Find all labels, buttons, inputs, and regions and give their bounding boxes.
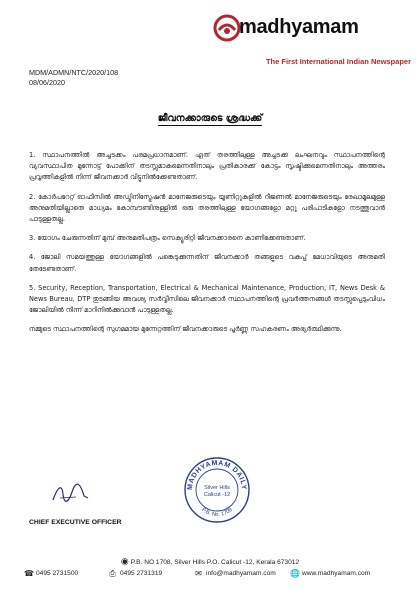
svg-text:P.B. No. 1708 <box>200 507 233 518</box>
email-address[interactable]: info@madhyamam.com <box>206 570 276 577</box>
subject-heading <box>0 113 420 124</box>
reference-date: 08/06/2020 <box>29 78 65 87</box>
seal-bottom-text: P.B. No. 1708 <box>200 506 234 519</box>
web-icon: 🌐 <box>290 569 300 578</box>
closing-paragraph: നമ്മുടെ സ്ഥാപനത്തിന്റെ സുഗമമായ മുന്നേറ്റത്തിന് ജീവനക്കാരുടെ പൂർണ്ണ സഹകരണം അഭ്യർത്ഥിക്കുന്നു. <box>29 325 342 334</box>
reference-number: MDM/ADMN/NTC/2020/108 <box>29 68 119 77</box>
email-icon: ✉ <box>195 569 202 578</box>
fax-icon: ⎙ <box>109 569 116 578</box>
letterhead <box>213 13 413 66</box>
fax-contact <box>108 569 162 578</box>
email-contact[interactable] <box>194 569 276 578</box>
paragraph-5: 5. Security, Reception, Transportation, Electrical & Mechanical Maintenance, Production, IT, News Desk & News Bureau, DTP തുടങ്ങിയ അവശ്യ സർവ്വീസിലെ ജീവനക്കാർ സ്ഥാപനത്തിന്റെ പ്രവർത്തനങ്ങൾ തടസ്സപ്പെടുംവിധം ജോലിയിൽ നിന്ന് മാറിനിൽക്കുവാൻ പാടുള്ളതല്ല. <box>29 283 385 315</box>
address-text: P.B. NO 1708, Silver Hills P.O. Calicut -12, Kerala 673012 <box>130 559 300 566</box>
phone-number-2: 0495 2731319 <box>120 570 163 577</box>
madhyamam-logo-icon <box>213 14 241 42</box>
paragraph-2: 2. കോർപറേറ്റ് ഓഫീസിൽ അഡ്മിനിസ്ട്രേഷൻ മാനേജരുടെയും യൂണിറ്റുകളിൽ റീജണൽ മാനേജരുടെയും രേഖാമൂലമുള്ള അനുമതിയില്ലാതെ മാധ്യമം കോമ്പൗണ്ടിനുള്ളിൽ ഒരു തരത്തിലുള്ള യോഗങ്ങളോ മറ്റു പരിപാടികളോ നടത്തുവാൻ പാടുള്ളതല്ല. <box>29 192 385 224</box>
brand-tagline: The First International Indian Newspaper <box>265 57 411 66</box>
phone-icon: ☎ <box>24 569 34 578</box>
location-pin-icon: ◉ <box>120 556 129 566</box>
paragraph-3: 3. യോഗം ചേരുന്നതിന് മുമ്പ് അനുമതിപത്രം സെക്യൂരിറ്റി ജീവനക്കാരനെ കാണിക്കേണ്ടതാണ്. <box>29 234 306 243</box>
signature <box>50 478 90 506</box>
footer-contacts <box>24 569 404 581</box>
phone-contact <box>24 569 78 578</box>
brand-name: madhyamam <box>239 16 359 38</box>
seal-line-2: Calicut -12 <box>203 492 231 498</box>
signatory-title: CHIEF EXECUTIVE OFFICER <box>29 519 122 526</box>
seal-top-text: MADHYAMAM DAILY <box>186 459 248 491</box>
paragraph-4: 4. ജോലി സമയത്തുള്ള യോഗങ്ങളിൽ പങ്കെടുക്കുന്നതിന് ജീവനക്കാർ തങ്ങളുടെ വകുപ്പ് മേധാവിയുടെ അനുമതി തേടേണ്ടതാണ്. <box>29 253 385 273</box>
reference-block <box>29 68 118 88</box>
website-link[interactable]: www.madhyamam.com <box>302 570 371 577</box>
seal-line-1: Silver Hills <box>204 485 230 491</box>
footer-address <box>0 556 420 567</box>
paragraph-1: 1. സ്ഥാപനത്തിൽ അച്ചടക്കം പരമപ്രധാനമാണ്. ഏത് തരത്തിലുള്ള അച്ചടക്ക ലംഘനവും സ്ഥാപനത്തിന്റെ വ്യവസ്ഥാപിത മുന്നോട്ട് പോക്കിന് തടസ്സമാകുമെന്നതിനാലും പ്രതികാരക്ക് കോട്ടം സൃഷ്ടിക്കുമെന്നതിനാലും അത്തരം പ്രവൃത്തികളിൽ നിന്ന് ജീവനക്കാർ വിട്ടുനിൽക്കേണ്ടതാണ്. <box>29 151 385 182</box>
company-seal <box>182 455 252 525</box>
subject-text: ജീവനക്കാരുടെ ശ്രദ്ധക്ക് <box>157 113 263 124</box>
website-contact[interactable] <box>290 569 370 578</box>
phone-number-1: 0495 2731500 <box>36 570 79 577</box>
letter-body <box>29 150 385 344</box>
